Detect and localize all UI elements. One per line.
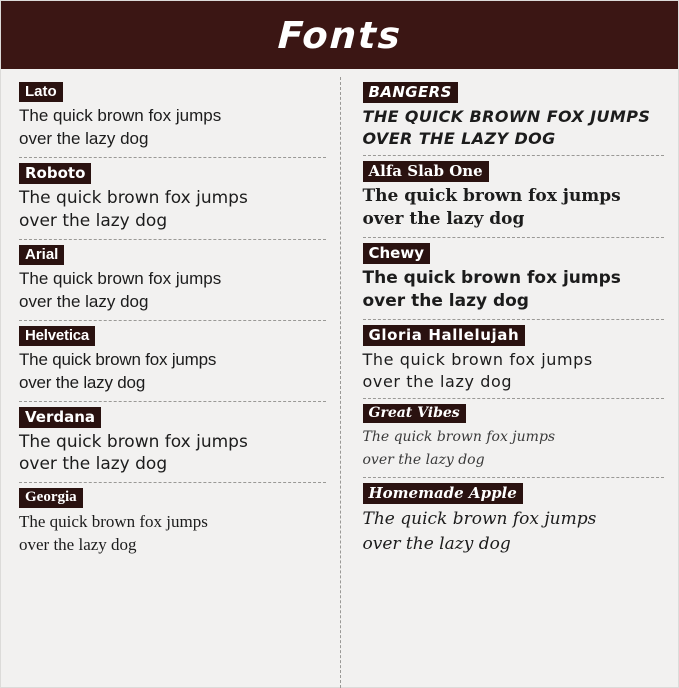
font-name-label: Gloria Hallelujah xyxy=(363,325,526,346)
font-sample-line-2: over the lazy dog xyxy=(19,291,149,311)
font-sample-line-2: over the lazy dog xyxy=(362,371,513,391)
font-sample-line-1: The quick brown fox jumps xyxy=(19,512,208,532)
font-entry-verdana xyxy=(19,402,326,484)
font-entry-alfa-slab-one xyxy=(363,156,665,238)
font-name-label: BANGERS xyxy=(363,82,458,103)
page-title: Fonts xyxy=(276,13,403,57)
font-entry-chewy xyxy=(363,238,665,320)
font-sample-line-1: The quick brown fox jumps xyxy=(19,106,222,125)
font-name-label: Homemade Apple xyxy=(363,483,523,504)
font-column-left xyxy=(1,77,340,688)
poster-header xyxy=(1,1,678,69)
font-sample-line-1: The quick brown fox jumps xyxy=(19,268,222,288)
font-sample-line-2: over the lazy dog xyxy=(362,291,529,311)
font-sample-line-1: The quick brown fox jumps xyxy=(19,349,217,369)
font-entry-arial xyxy=(19,240,326,321)
font-entry-lato xyxy=(19,77,326,158)
font-name-label: Roboto xyxy=(19,163,91,184)
font-name-label: Arial xyxy=(19,245,64,265)
font-sample-line-2: OVER THE LAZY DOG xyxy=(362,128,556,148)
font-sample-line-1: The quick brown fox jumps xyxy=(362,349,593,369)
font-sample-line-1: The quick brown fox jumps xyxy=(362,429,556,446)
font-sample-line-2: over the lazy dog xyxy=(19,210,168,231)
font-entry-homemade-apple xyxy=(363,478,665,564)
font-entry-bangers xyxy=(363,77,665,156)
font-entry-gloria-hallelujah xyxy=(363,320,665,399)
font-name-label: Great Vibes xyxy=(363,404,466,423)
font-column-right xyxy=(340,77,679,688)
font-sample-line-2: over the lazy dog xyxy=(362,451,485,468)
font-name-label: Helvetica xyxy=(19,326,95,346)
font-entry-roboto xyxy=(19,158,326,240)
font-sample-line-2: over the lazy dog xyxy=(19,535,137,555)
font-name-label: Verdana xyxy=(19,407,101,428)
font-sample-line-1: The quick brown fox jumps xyxy=(362,268,621,289)
font-sample-line-2: over the lazy dog xyxy=(19,128,149,148)
font-entry-great-vibes xyxy=(363,399,665,478)
font-sample-line-1: The quick brown fox jumps xyxy=(19,187,248,208)
font-entry-georgia xyxy=(19,483,326,563)
font-sample-line-1: The quick brown fox jumps xyxy=(19,431,248,452)
font-entry-helvetica xyxy=(19,321,326,402)
font-sample-line-2: over the lazy dog xyxy=(19,454,168,475)
font-sample-line-2: over the lazy dog xyxy=(362,209,525,230)
font-sample-line-2: over the lazy dog xyxy=(19,372,146,392)
font-list xyxy=(1,69,678,688)
font-sample-line-1: The quick brown fox jumps xyxy=(362,186,621,207)
font-name-label: Lato xyxy=(19,82,63,102)
font-sample-line-1: THE QUICK BROWN FOX JUMPS xyxy=(362,107,651,126)
font-name-label: Alfa Slab One xyxy=(363,161,489,182)
font-sample-line-2: over the lazy dog xyxy=(362,534,511,555)
font-sample-line-1: The quick brown fox jumps xyxy=(362,508,597,529)
font-name-label: Chewy xyxy=(363,243,431,264)
font-name-label: Georgia xyxy=(19,488,83,508)
